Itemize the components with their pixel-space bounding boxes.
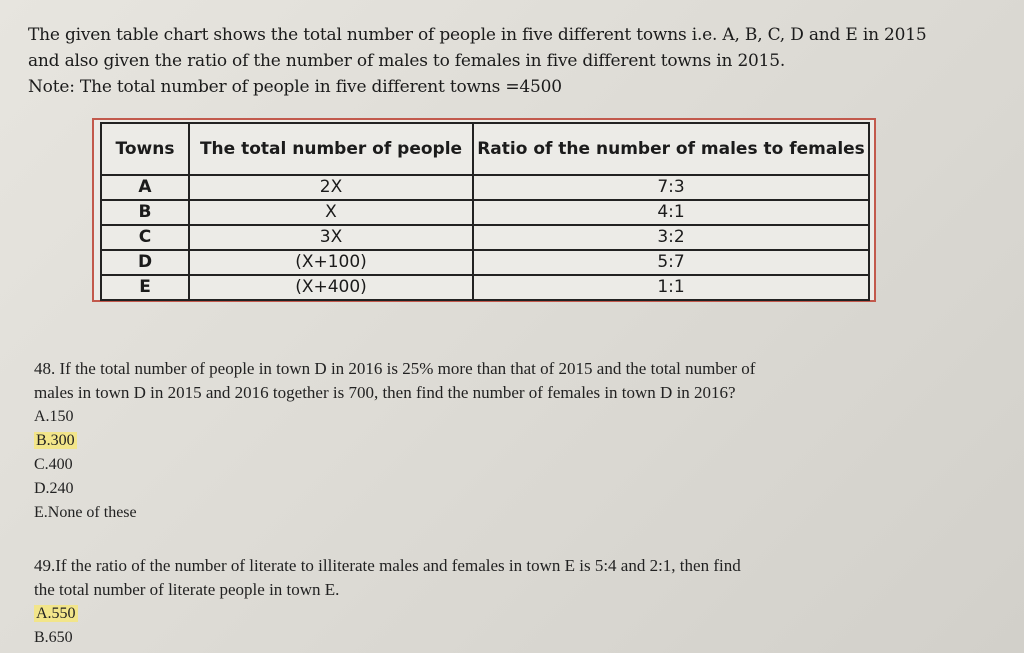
- total-cell: (X+100): [189, 250, 473, 275]
- highlighted-answer: A.550: [36, 605, 76, 622]
- header-total-people: The total number of people: [189, 123, 473, 175]
- question-49: [34, 554, 1004, 650]
- total-cell: X: [189, 200, 473, 225]
- highlighted-answer: B.300: [36, 432, 75, 449]
- table-header-row: [101, 123, 869, 175]
- option-48-d[interactable]: D.240: [34, 480, 74, 497]
- ratio-cell: 1:1: [473, 275, 869, 300]
- total-cell: 3X: [189, 225, 473, 250]
- option-48-b[interactable]: [34, 429, 1004, 453]
- question-49-text-2: the total number of literate people in town E.: [34, 580, 340, 599]
- option-48-a[interactable]: A.150: [34, 408, 74, 425]
- header-ratio: Ratio of the number of males to females: [473, 123, 869, 175]
- intro-note: Note: The total number of people in five different towns =4500: [28, 77, 562, 97]
- ratio-cell: 7:3: [473, 175, 869, 200]
- town-cell: A: [101, 175, 189, 200]
- option-48-e[interactable]: E.None of these: [34, 504, 137, 521]
- ratio-cell: 3:2: [473, 225, 869, 250]
- table-row: [101, 250, 869, 275]
- towns-data-table: [100, 122, 870, 301]
- intro-line-2: and also given the ratio of the number of males to females in five different towns in 2015.: [28, 51, 786, 71]
- header-towns: Towns: [101, 123, 189, 175]
- question-48: [34, 357, 1004, 525]
- question-48-text-1: 48. If the total number of people in town D in 2016 is 25% more than that of 2015 and the total number of: [34, 359, 756, 378]
- table-row: [101, 275, 869, 300]
- table-row: [101, 200, 869, 225]
- table-row: [101, 175, 869, 200]
- total-cell: 2X: [189, 175, 473, 200]
- town-cell: B: [101, 200, 189, 225]
- table-row: [101, 225, 869, 250]
- intro-line-1: The given table chart shows the total number of people in five different towns i.e. A, B, C, D and E in 2015: [28, 25, 927, 45]
- option-48-c[interactable]: C.400: [34, 456, 73, 473]
- option-49-a[interactable]: [34, 602, 1004, 626]
- question-49-text-1: 49.If the ratio of the number of literate to illiterate males and females in town E is 5:4 and 2:1, then find: [34, 556, 741, 575]
- option-49-b[interactable]: B.650: [34, 629, 73, 646]
- question-intro: [28, 22, 1018, 100]
- data-table-frame: [92, 118, 876, 302]
- town-cell: C: [101, 225, 189, 250]
- total-cell: (X+400): [189, 275, 473, 300]
- town-cell: E: [101, 275, 189, 300]
- question-48-text-2: males in town D in 2015 and 2016 together is 700, then find the number of females in town D in 2016?: [34, 383, 736, 402]
- ratio-cell: 4:1: [473, 200, 869, 225]
- ratio-cell: 5:7: [473, 250, 869, 275]
- town-cell: D: [101, 250, 189, 275]
